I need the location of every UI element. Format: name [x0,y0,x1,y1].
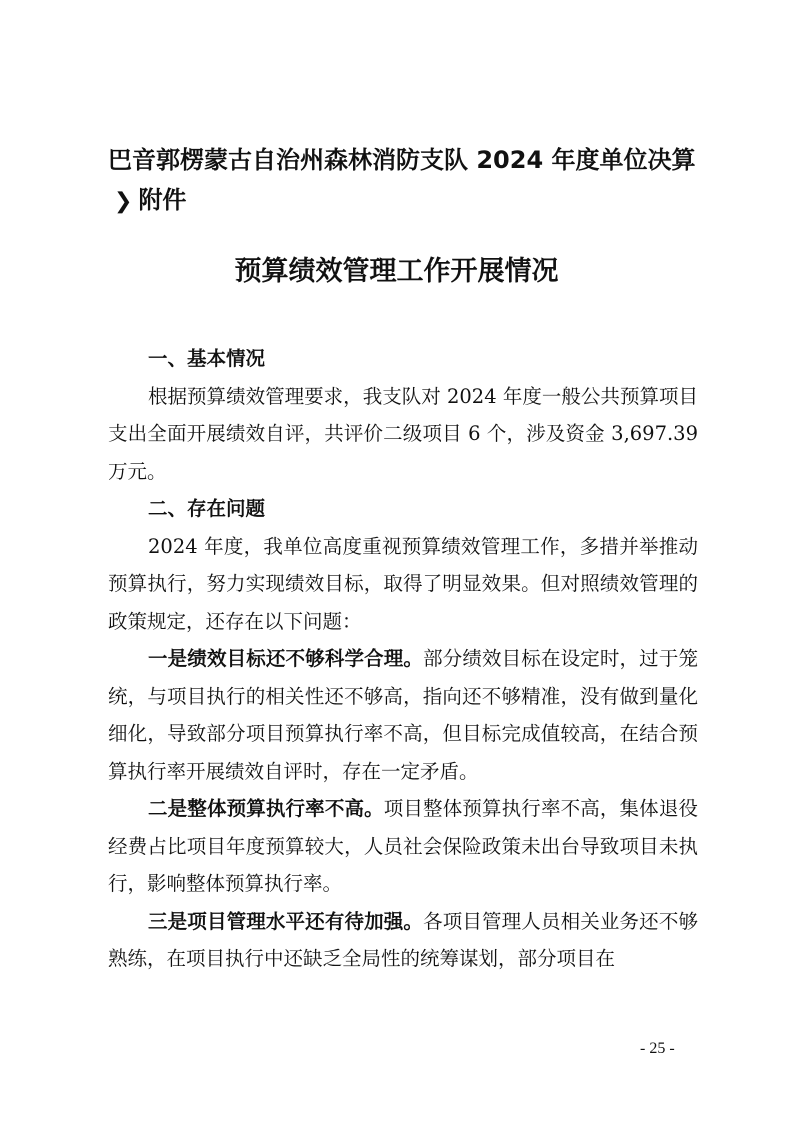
issue-lead: 二是整体预算执行率不高。 [148,797,384,820]
issue-text: 各项目管理人员相关业务还不够熟练，在项目执行中还缺乏全局性的统筹谋划，部分项目在 [108,909,698,970]
document-body [108,340,698,978]
paragraph-basic-info: 根据预算绩效管理要求，我支队对 2024 年度一般公共预算项目支出全面开展绩效自评，共评价二级项目 6 个，涉及资金 3,697.39 万元。 [108,384,698,483]
issue-text: 项目整体预算执行率不高，集体退役经费占比项目年度预算较大，人员社会保险政策未出台导致项目未执行，影响整体预算执行率。 [108,797,698,895]
issue-lead: 三是项目管理水平还有待加强。 [148,909,424,933]
breadcrumb-current: 附件 [138,186,187,214]
chevron-right-icon: ❯ [114,189,133,214]
section-heading-basic: 一、基本情况 [148,347,266,370]
paragraph-issues-intro: 2024 年度，我单位高度重视预算绩效管理工作，多措并举推动预算执行，努力实现绩效目标，取得了明显效果。但对照绩效管理的政策规定，还存在以下问题： [108,534,698,633]
breadcrumb-parent[interactable]: 巴音郭楞蒙古自治州森林消防支队 2024 年度单位决算 [108,146,696,174]
issue-item [108,903,698,978]
page-number: - 25 - [640,1040,675,1057]
issue-item [108,640,698,790]
document-title: 预算绩效管理工作开展情况 [234,256,559,287]
issue-text: 部分绩效目标在设定时，过于笼统，与项目执行的相关性还不够高，指向还不够精准，没有做到量化细化，导致部分项目预算执行率不高，但目标完成值较高，在结合预算执行率开展绩效自评时，存在一定矛盾。 [108,647,698,783]
section-heading-issues: 二、存在问题 [148,497,266,520]
breadcrumb [108,140,708,222]
issue-item [108,790,698,903]
issue-lead: 一是绩效目标还不够科学合理。 [148,647,424,670]
